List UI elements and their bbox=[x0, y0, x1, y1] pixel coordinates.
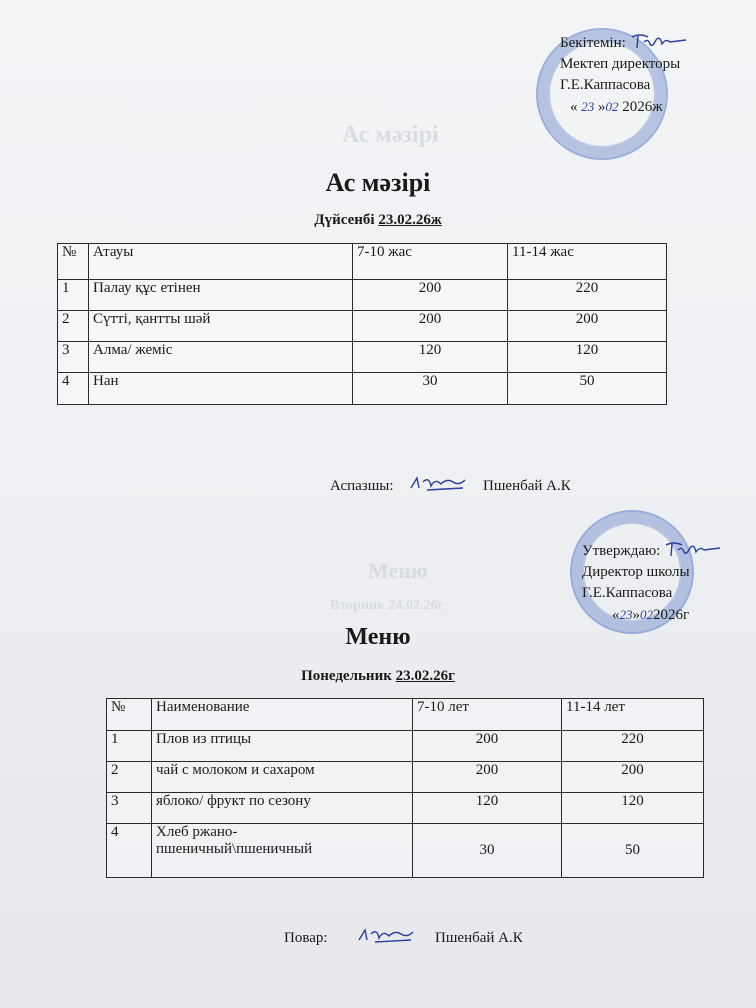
row-value-11-14: 220 bbox=[562, 731, 704, 762]
table-row bbox=[58, 280, 667, 311]
row-value-7-10: 120 bbox=[353, 342, 508, 373]
row-number: 1 bbox=[58, 280, 89, 311]
table-header-row bbox=[107, 699, 704, 731]
director-signature-icon bbox=[630, 32, 688, 50]
approval-label: Бекітемін: bbox=[560, 35, 626, 51]
menu-date-ru bbox=[0, 668, 756, 685]
menu-date-kz bbox=[0, 212, 756, 229]
row-value-11-14: 50 bbox=[562, 824, 704, 878]
row-value-7-10: 120 bbox=[413, 793, 562, 824]
row-value-11-14: 200 bbox=[508, 311, 667, 342]
table-header-row bbox=[58, 244, 667, 280]
bleed-through-title-kz: Ас мәзірі bbox=[342, 122, 439, 148]
menu-table-kz bbox=[57, 243, 667, 405]
day-name-ru: Понедельник bbox=[301, 668, 392, 684]
table-row bbox=[107, 793, 704, 824]
date-ru: 23.02.26г bbox=[395, 668, 455, 684]
row-value-11-14: 120 bbox=[562, 793, 704, 824]
bleed-through-subtitle-ru: Вторник 24.02.26г bbox=[330, 598, 444, 613]
date-kz: 23.02.26ж bbox=[378, 212, 442, 228]
approval-director-name: Г.Е.Каппасова bbox=[560, 77, 651, 93]
row-name: чай с молоком и сахаром bbox=[152, 762, 413, 793]
table-row bbox=[58, 311, 667, 342]
row-value-7-10: 200 bbox=[353, 280, 508, 311]
date-quote-close: » bbox=[598, 99, 606, 115]
director-signature-icon bbox=[664, 540, 722, 558]
table-row bbox=[107, 824, 704, 878]
date-quote-open: « bbox=[612, 607, 620, 623]
approval-director-name: Г.Е.Каппасова bbox=[582, 585, 673, 601]
menu-title-kz: Ас мәзірі bbox=[325, 168, 431, 197]
row-name: Сүтті, қантты шәй bbox=[89, 311, 353, 342]
row-value-7-10: 200 bbox=[353, 311, 508, 342]
bleed-through-title-ru: Меню bbox=[368, 558, 428, 583]
row-name: Плов из птицы bbox=[152, 731, 413, 762]
row-value-11-14: 220 bbox=[508, 280, 667, 311]
approval-line-1 bbox=[560, 32, 688, 54]
approval-line-1 bbox=[582, 540, 722, 562]
row-number: 3 bbox=[58, 342, 89, 373]
menu-table-ru bbox=[106, 698, 704, 878]
row-value-7-10: 200 bbox=[413, 762, 562, 793]
row-name bbox=[152, 824, 413, 878]
header-age-11-14: 11-14 жас bbox=[508, 244, 667, 280]
date-day: 23 bbox=[619, 607, 633, 622]
table-row bbox=[58, 373, 667, 405]
cook-signature-ru bbox=[284, 926, 523, 947]
row-name: Алма/ жеміс bbox=[89, 342, 353, 373]
row-value-7-10: 30 bbox=[353, 373, 508, 405]
cook-label: Повар: bbox=[284, 930, 328, 946]
header-age-7-10: 7-10 жас bbox=[353, 244, 508, 280]
table-row bbox=[107, 731, 704, 762]
row-number: 1 bbox=[107, 731, 152, 762]
cook-label: Аспазшы: bbox=[330, 478, 394, 494]
day-name-kz: Дүйсенбі bbox=[314, 212, 375, 228]
row-number: 3 bbox=[107, 793, 152, 824]
header-name: Атауы bbox=[89, 244, 353, 280]
row-name-line-2: пшеничный\пшеничный bbox=[156, 841, 313, 857]
row-name: Нан bbox=[89, 373, 353, 405]
menu-title-ru: Меню bbox=[345, 624, 411, 650]
table-row bbox=[107, 762, 704, 793]
header-age-7-10: 7-10 лет bbox=[413, 699, 562, 731]
date-month: 02 bbox=[640, 607, 653, 622]
cook-signature-icon bbox=[407, 474, 469, 494]
approval-position: Мектеп директоры bbox=[560, 56, 681, 72]
approval-block-ru bbox=[582, 540, 722, 626]
date-year: 2026г bbox=[653, 607, 690, 623]
header-number: № bbox=[107, 699, 152, 731]
approval-date bbox=[582, 604, 722, 626]
row-value-7-10: 200 bbox=[413, 731, 562, 762]
date-year: 2026ж bbox=[622, 99, 663, 115]
row-value-11-14: 120 bbox=[508, 342, 667, 373]
cook-signature-icon bbox=[355, 926, 417, 946]
row-number: 2 bbox=[58, 311, 89, 342]
table-row bbox=[58, 342, 667, 373]
date-day: 23 bbox=[581, 99, 595, 114]
header-name: Наименование bbox=[152, 699, 413, 731]
date-quote-open: « bbox=[570, 99, 578, 115]
cook-name: Пшенбай А.К bbox=[483, 478, 571, 494]
approval-position: Директор школы bbox=[582, 564, 690, 580]
row-value-11-14: 200 bbox=[562, 762, 704, 793]
row-name: Палау құс етінен bbox=[89, 280, 353, 311]
row-name-line-1: Хлеб ржано- bbox=[156, 824, 238, 840]
cook-name: Пшенбай А.К bbox=[435, 930, 523, 946]
cook-signature-kz bbox=[330, 474, 571, 495]
approval-date bbox=[560, 96, 688, 118]
row-number: 4 bbox=[107, 824, 152, 878]
row-value-7-10: 30 bbox=[413, 824, 562, 878]
row-value-11-14: 50 bbox=[508, 373, 667, 405]
approval-label: Утверждаю: bbox=[582, 543, 661, 559]
row-number: 2 bbox=[107, 762, 152, 793]
row-number: 4 bbox=[58, 373, 89, 405]
header-number: № bbox=[58, 244, 89, 280]
header-age-11-14: 11-14 лет bbox=[562, 699, 704, 731]
approval-block-kz bbox=[560, 32, 688, 118]
date-quote-close: » bbox=[632, 607, 640, 623]
row-name: яблоко/ фрукт по сезону bbox=[152, 793, 413, 824]
date-month: 02 bbox=[605, 99, 619, 114]
